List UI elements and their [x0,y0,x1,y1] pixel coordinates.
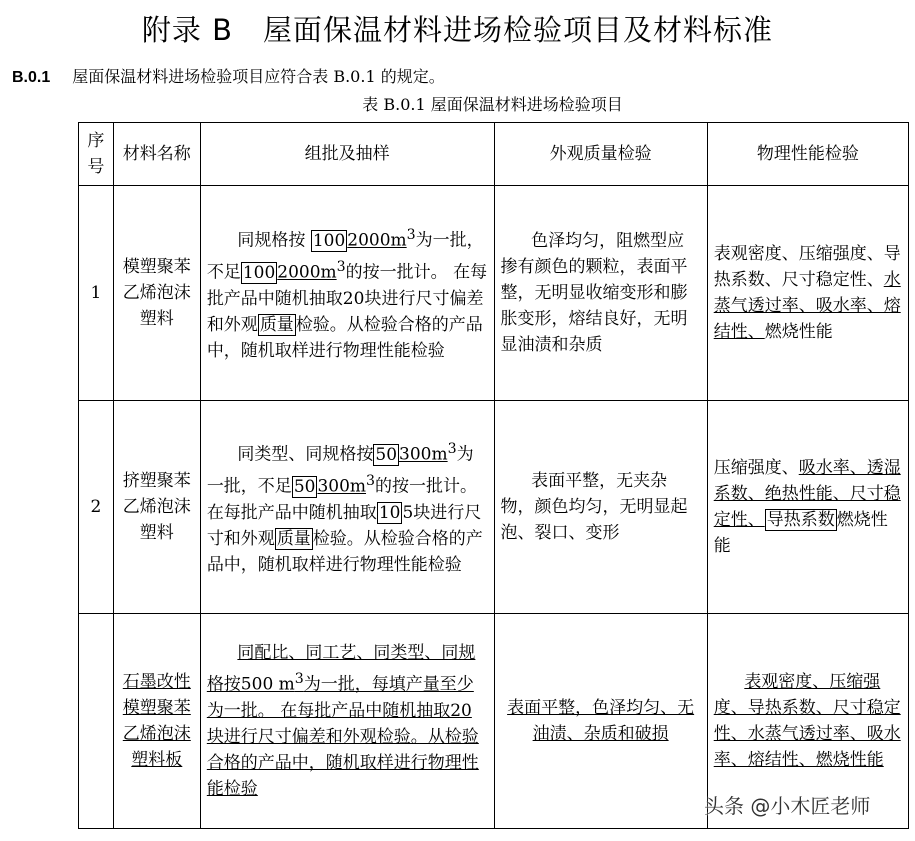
batch-text: 为一批，不足 [206,231,484,283]
batch-text: 为一批，不足 [206,445,474,497]
row-appearance: 色泽均匀，阻燃型应掺有颜色的颗粒，表面平整，无明显收缩变形和膨胀变形，熔结良好，无明显油渍和杂质 [494,186,707,401]
header-material: 材料名称 [113,123,200,186]
clause-number: B.0.1 [12,69,51,86]
appendix-title [0,12,915,48]
row-no: 2 [79,401,114,614]
physical-text: 燃烧性能 [713,510,888,556]
boxed-text: 100 [312,231,346,251]
physical-text: 压缩强度、 [713,458,799,478]
boxed-text: 10 [378,502,401,523]
appendix-code: 附录 B [141,13,234,47]
row-appearance: 表面平整，色泽均匀、无油渍、杂质和破损 [494,614,707,829]
row-material: 石墨改性模塑聚苯乙烯泡沫塑料板 [113,614,200,829]
row-batch [200,401,494,614]
header-batch: 组批及抽样 [200,123,494,186]
row-batch [200,186,494,401]
underlined-text: 水蒸气透过率、吸水率、熔结性、 [713,270,901,342]
batch-text: 检验。从检验合格的产品中，随机取样进行物理性能检验 [206,528,483,575]
header-physical: 物理性能检验 [707,123,908,186]
row-batch [200,614,494,829]
boxed-text: 导热系数 [766,510,835,530]
boxed-text: 50 [375,445,398,465]
underlined-text: 2000m [277,262,337,283]
inspection-table [78,122,909,829]
boxed-text: 质量 [276,528,311,549]
batch-text: 5块进行尺寸和外观 [206,502,482,549]
batch-text: 同规格按 [237,231,311,251]
row-appearance: 表面平整，无夹杂物，颜色均匀，无明显起泡、裂口、变形 [494,401,707,614]
underlined-text: 吸水率、透湿系数、绝热性能、尺寸稳定性、 [713,458,901,530]
batch-text: 同类型、同规格按 [237,445,374,465]
table-header-row [79,123,909,186]
superscript: 3 [336,259,346,275]
row-physical [707,401,908,614]
row-no [79,614,114,829]
superscript: 3 [447,441,457,458]
superscript: 3 [406,227,416,244]
clause-paragraph [12,66,445,89]
row-material: 挤塑聚苯乙烯泡沫塑料 [113,401,200,614]
underlined-text: 2000m [347,231,407,251]
clause-text: 屋面保温材料进场检验项目应符合表 B.0.1 的规定。 [72,67,445,86]
table-caption: 表 B.0.1 屋面保温材料进场检验项目 [362,95,623,114]
source-watermark: 头条 @小木匠老师 [704,794,871,818]
underlined-text: 300m [399,445,448,465]
header-no: 序号 [79,123,114,186]
batch-text: 的按一批计。在每批产品中随机抽取 [206,476,478,523]
row-no: 1 [79,186,114,401]
batch-text: 同配比、同工艺、同类型、同规格按500 m [206,643,476,695]
row-physical [707,186,908,401]
batch-text: 为一批，每填产量至少为一批。 在每批产品中随机抽取20块进行尺寸偏差和外观检验。从检验合格的产品中，随机取样进行物理性能检验 [206,674,479,799]
boxed-text: 100 [242,262,276,283]
header-appearance: 外观质量检验 [494,123,707,186]
row-physical: 表观密度、压缩强度、导热系数、尺寸稳定性、水蒸气透过率、吸水率、熔结性、燃烧性能 [707,614,908,829]
batch-text: 的按一批计。 在每批产品中随机抽取20块进行尺寸偏差和外观 [206,262,488,335]
boxed-text: 质量 [259,314,294,335]
underlined-text: 300m [317,476,367,497]
row-material: 模塑聚苯乙烯泡沫塑料 [113,186,200,401]
appendix-title-text: 屋面保温材料进场检验项目及材料标准 [263,13,774,47]
physical-text: 表观密度、压缩强度、导热系数、尺寸稳定性、 [713,244,901,290]
table-row [79,186,909,401]
superscript: 3 [294,671,304,688]
batch-text: 检验。从检验合格的产品中，随机取样进行物理性能检验 [206,314,483,361]
superscript: 3 [366,473,376,489]
table-row [79,401,909,614]
boxed-text: 50 [293,476,316,497]
physical-text: 燃烧性能 [764,322,833,342]
